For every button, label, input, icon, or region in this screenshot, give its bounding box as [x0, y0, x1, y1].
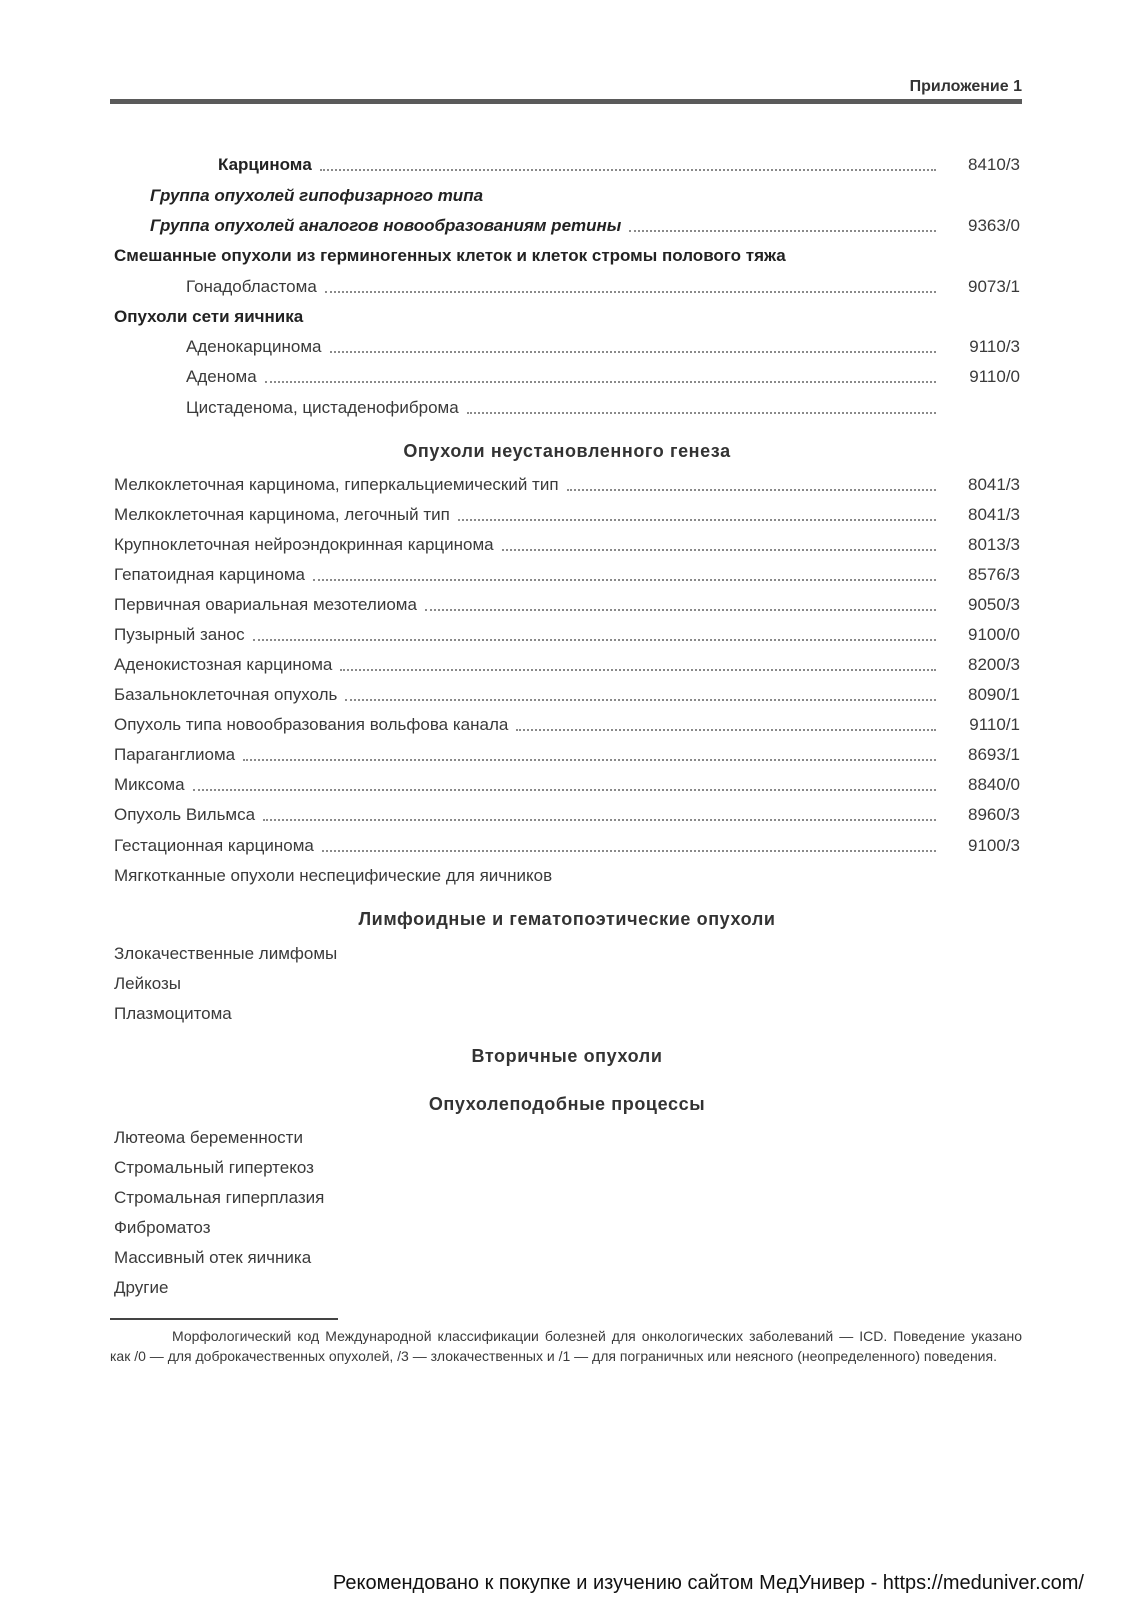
entry-name: Пузырный занос: [114, 625, 245, 644]
entry-row: [218, 150, 1020, 180]
section-title: Опухолеподобные процессы: [428, 1094, 706, 1114]
entry-name: Миксома: [114, 775, 185, 794]
list-item: Лейкозы: [114, 974, 182, 993]
entry-row: [186, 332, 1020, 362]
list-item: Злокачественные лимфомы: [114, 944, 338, 963]
dot-leader: [458, 519, 936, 521]
entry-row: [114, 590, 1020, 620]
entry-code: 9100/3: [968, 836, 1020, 855]
dot-leader: [253, 639, 936, 641]
entry-name: Гонадобластома: [186, 277, 317, 296]
entry-row: [114, 680, 1020, 710]
entry-code: 9110/3: [969, 337, 1020, 356]
entry-row: [114, 710, 1020, 740]
entry-code: 9110/1: [969, 715, 1020, 734]
dot-leader: [330, 351, 937, 353]
entry-code: 8041/3: [968, 505, 1020, 524]
dot-leader: [516, 729, 936, 731]
entry-code: 8693/1: [968, 745, 1020, 764]
entry-name: Базальноклеточная опухоль: [114, 685, 338, 704]
entry-row: [114, 620, 1020, 650]
entry-row: [150, 181, 1020, 211]
entry-row: [114, 650, 1020, 680]
list-item: Другие: [114, 1278, 169, 1297]
dot-leader: [265, 381, 936, 383]
footnote-rule: [110, 1318, 338, 1320]
dot-leader: [322, 850, 936, 852]
entry-name: Группа опухолей гипофизарного типа: [150, 186, 484, 205]
section-title: Вторичные опухоли: [471, 1046, 663, 1066]
entry-name: Первичная овариальная мезотелиома: [114, 595, 417, 614]
entry-name: Мелкоклеточная карцинома, гиперкальциемический тип: [114, 475, 559, 494]
entry-name: Аденокистозная карцинома: [114, 655, 333, 674]
entry-row: [186, 393, 1020, 423]
dot-leader: [320, 169, 936, 171]
entry-row: [114, 831, 1020, 861]
entry-row: [114, 800, 1020, 830]
dot-leader: [502, 549, 936, 551]
entry-name: Параганглиома: [114, 745, 236, 764]
dot-leader: [313, 579, 936, 581]
entry-code: 9050/3: [968, 595, 1020, 614]
section-title: Лимфоидные и гематопоэтические опухоли: [358, 909, 776, 929]
entry-name: Аденокарцинома: [186, 337, 322, 356]
dot-leader: [567, 489, 936, 491]
watermark-text: Рекомендовано к покупке и изучению сайтом МедУнивер - https://meduniver.com/: [332, 1572, 1084, 1594]
list-item: Массивный отек яичника: [114, 1248, 312, 1267]
entry-code: 8960/3: [968, 805, 1020, 824]
entry-row: [150, 211, 1020, 241]
entry-name: Опухоль типа новообразования вольфова канала: [114, 715, 509, 734]
entry-code: 8200/3: [968, 655, 1020, 674]
dot-leader: [193, 789, 936, 791]
dot-leader: [325, 291, 936, 293]
entry-name: Карциномa: [218, 155, 312, 174]
dot-leader: [243, 759, 936, 761]
entry-code: 9110/0: [969, 367, 1020, 386]
entry-row: [186, 362, 1020, 392]
footnote: Морфологический код Международной классификации болезней для онкологических заболеваний — ICD. Поведение указано как /0 — для доброкачественных опухолей, /3 — злокачественных и /1 — для пограничных или неясного (неопределенного) поведения.: [110, 1328, 1022, 1364]
list-item: Стромальный гипертекоз: [114, 1158, 314, 1177]
entry-name: Гепатоидная карцинома: [114, 565, 305, 584]
entry-name: Мелкоклеточная карцинома, легочный тип: [114, 505, 450, 524]
entry-row: [114, 470, 1020, 500]
entry-name: Гестационная карцинома: [114, 836, 314, 855]
dot-leader: [425, 609, 936, 611]
list-item: Стромальная гиперплазия: [114, 1188, 325, 1207]
list-item: Лютеома беременности: [114, 1128, 303, 1147]
list-item: Фиброматоз: [114, 1218, 211, 1237]
dot-leader: [340, 669, 936, 671]
entry-row: [114, 302, 1020, 332]
entry-name: Крупноклеточная нейроэндокринная карцинома: [114, 535, 494, 554]
entry-code: 8840/0: [968, 775, 1020, 794]
entry-name: Мягкотканные опухоли неспецифические для яичников: [114, 866, 553, 885]
list-item: Плазмоцитома: [114, 1004, 232, 1023]
entry-code: 8090/1: [968, 685, 1020, 704]
entry-name: Опухоли сети яичника: [114, 307, 304, 326]
entry-name: Группа опухолей аналогов новообразованиям ретины: [150, 216, 622, 235]
entry-row: [114, 241, 1020, 271]
entry-name: Аденома: [186, 367, 257, 386]
entry-code: 9100/0: [968, 625, 1020, 644]
entry-code: 8576/3: [968, 565, 1020, 584]
entry-row: [114, 770, 1020, 800]
header-rule: [110, 99, 1022, 104]
dot-leader: [263, 819, 936, 821]
entry-row: [114, 560, 1020, 590]
entry-row: [114, 530, 1020, 560]
entry-name: Смешанные опухоли из герминогенных клеток и клеток стромы полового тяжа: [114, 246, 786, 265]
dot-leader: [629, 230, 936, 232]
section-title: Опухоли неустановленного генеза: [403, 441, 731, 461]
entry-row: [186, 272, 1020, 302]
entry-code: 9363/0: [968, 216, 1020, 235]
entry-name: Опухоль Вильмса: [114, 805, 256, 824]
entry-code: 8013/3: [968, 535, 1020, 554]
dot-leader: [467, 412, 936, 414]
entry-row: [114, 740, 1020, 770]
running-header: Приложение 1: [909, 78, 1022, 95]
entry-code: 8410/3: [968, 155, 1020, 174]
entry-code: 9073/1: [968, 277, 1020, 296]
entry-row: [114, 500, 1020, 530]
entry-row: [114, 861, 1020, 891]
dot-leader: [345, 699, 936, 701]
entry-name: Цистаденома, цистаденофиброма: [186, 398, 459, 417]
entry-code: 8041/3: [968, 475, 1020, 494]
